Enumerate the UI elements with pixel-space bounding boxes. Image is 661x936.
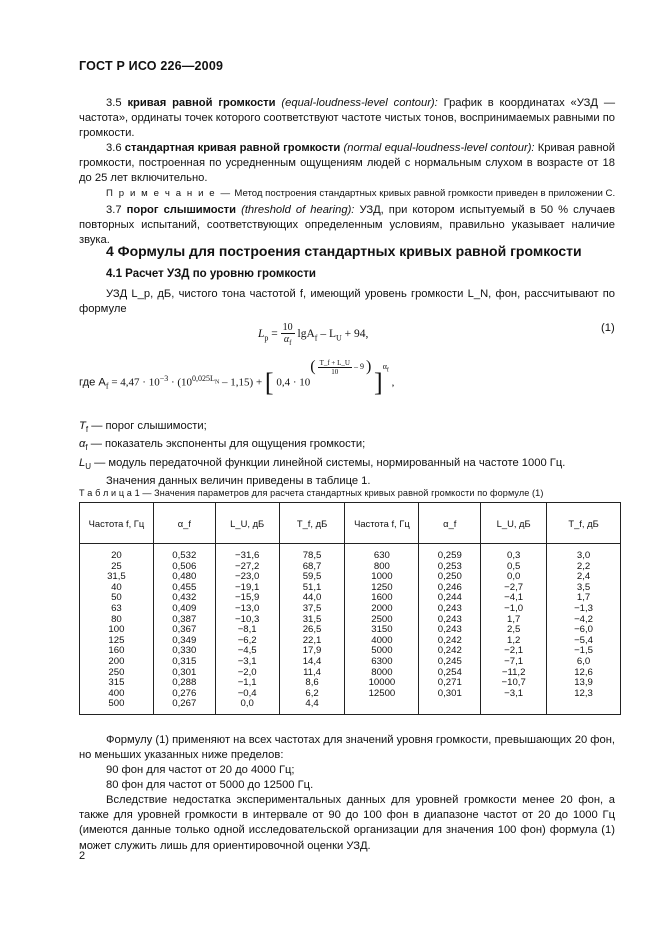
table-cell: 10000 xyxy=(368,677,396,689)
caption-text: 1 — Значения параметров для расчета стандартных кривых равной громкости по формуле (1) xyxy=(134,488,544,498)
def-text: — модуль передаточной функции линейной системы, нормированный на частоте 1000 Гц. xyxy=(94,456,566,469)
applicability-paragraph: Формулу (1) применяют на всех частотах для значений уровня громкости, превышающих 20 фон, но меньших указанных ниже пределов: xyxy=(79,734,615,762)
clause-term-en: (normal equal-loudness-level contour): xyxy=(343,142,535,154)
where-label: где A xyxy=(79,376,106,389)
table-cell: 0,315 xyxy=(172,655,197,667)
table-cell: 37,5 xyxy=(302,602,322,614)
table-cell: 0,267 xyxy=(172,698,197,710)
table-cell: −3,1 xyxy=(504,687,524,699)
table-cell: 0,0 xyxy=(506,571,521,583)
table-cell: 6300 xyxy=(371,655,393,667)
clause-term-en: (threshold of hearing): xyxy=(241,204,355,216)
table-cell: 0,245 xyxy=(437,655,462,667)
table-cell: 51,1 xyxy=(302,581,322,593)
table-cell: 0,3 xyxy=(506,550,521,561)
table-cell: −27,2 xyxy=(235,560,260,572)
col-freq-left xyxy=(80,544,154,715)
table-cell: 6,2 xyxy=(305,687,319,699)
table-cell: 0,301 xyxy=(172,666,197,678)
table-cell: 12,3 xyxy=(574,687,593,699)
table-cell: 14,4 xyxy=(302,655,322,667)
table-cell: −4,2 xyxy=(574,613,594,625)
table-cell: 1000 xyxy=(371,571,393,583)
table-cell: 2,2 xyxy=(576,560,591,572)
table-cell: 0,243 xyxy=(437,602,462,614)
table-cell: 3150 xyxy=(371,624,393,636)
table-body-row xyxy=(80,544,621,715)
fraction-denominator xyxy=(281,334,295,347)
table-cell: 0,432 xyxy=(172,592,197,604)
table-cell: 1250 xyxy=(371,581,393,593)
formula-plus94: + 94, xyxy=(344,328,369,341)
clause-term-en: (equal-loudness-level contour): xyxy=(281,97,438,109)
table-cell: 0,5 xyxy=(506,560,521,572)
values-note: Значения данных величин приведены в таблице 1. xyxy=(106,475,371,488)
table-cell: −4,5 xyxy=(237,645,257,657)
def-symbol: L xyxy=(79,456,86,469)
af-exp-0025-sub: N xyxy=(214,379,220,386)
bracket-right: ] xyxy=(374,368,383,397)
def-symbol: T xyxy=(79,420,86,432)
table-cell: 315 xyxy=(108,677,125,689)
inner-exp-den: 10 xyxy=(331,367,339,376)
formula-lg: lgA xyxy=(297,328,315,341)
table-cell: −1,1 xyxy=(237,677,257,689)
table-cell: 800 xyxy=(373,560,390,572)
clause-3-5 xyxy=(79,96,615,142)
table-cell: 2,5 xyxy=(506,624,521,636)
section-4-1-heading: 4.1 Расчет УЗД по уровню громкости xyxy=(106,268,316,280)
table-cell: 1,7 xyxy=(576,592,591,604)
table-cell: 1,2 xyxy=(506,634,521,646)
table-cell: 17,9 xyxy=(302,645,322,657)
bracket-left: [ xyxy=(264,368,274,397)
clause-number: 3.5 xyxy=(106,97,122,109)
table-cell: 400 xyxy=(108,687,125,699)
table-cell: −10,3 xyxy=(235,613,260,625)
table-cell: 0,480 xyxy=(172,571,197,583)
table-cell: 25 xyxy=(111,560,122,572)
table-cell: −2,1 xyxy=(504,645,524,657)
table-header-row xyxy=(80,503,621,544)
outer-exp xyxy=(382,361,389,374)
formula-lp-sub: p xyxy=(264,333,269,343)
table-cell: −7,1 xyxy=(504,655,524,667)
formula-eq: = xyxy=(271,328,278,341)
header-tf-left: T_f, дБ xyxy=(279,503,345,544)
table-cell: 20 xyxy=(111,550,122,561)
table-cell: 0,288 xyxy=(172,677,197,689)
table-cell: 50 xyxy=(111,592,122,604)
table-cell: 0,253 xyxy=(437,560,462,572)
table-cell: 8000 xyxy=(371,666,393,678)
clause-number: 3.7 xyxy=(106,204,122,216)
table-cell: 12,6 xyxy=(574,666,593,678)
header-lu-right: L_U, дБ xyxy=(481,503,547,544)
table-cell: −23,0 xyxy=(235,571,260,583)
table-cell: 0,367 xyxy=(172,624,197,636)
section-4-heading: 4 Формулы для построения стандартных кривых равной громкости xyxy=(106,243,582,259)
table-cell: 4000 xyxy=(371,634,393,646)
table-cell: 0,246 xyxy=(437,581,462,593)
header-tf-right: T_f, дБ xyxy=(547,503,621,544)
table-cell: −3,1 xyxy=(237,655,257,667)
def-text: — порог слышимости; xyxy=(91,420,207,432)
table-cell: −0,4 xyxy=(237,687,257,699)
col-alpha-left xyxy=(153,544,215,715)
table-cell: 0,506 xyxy=(172,560,197,572)
table-cell: −15,9 xyxy=(235,592,260,604)
table-cell: −8,1 xyxy=(237,624,257,636)
def-text: — показатель экспоненты для ощущения громкости; xyxy=(90,438,366,451)
table-cell: 0,409 xyxy=(172,602,197,614)
table-cell: 40 xyxy=(111,581,122,593)
inner-exponent xyxy=(310,358,371,376)
formula-fraction xyxy=(281,322,295,347)
table-cell: 0,387 xyxy=(172,613,197,625)
definition-lu xyxy=(79,456,619,474)
table-cell: 0,276 xyxy=(172,687,197,699)
formula-af xyxy=(79,358,395,398)
table-cell: 0,244 xyxy=(437,592,462,604)
table-cell: −19,1 xyxy=(235,581,260,593)
definitions-list xyxy=(79,419,619,490)
table-cell: −1,3 xyxy=(574,602,594,614)
table-cell: 0,242 xyxy=(437,634,462,646)
header-freq-left: Частота f, Гц xyxy=(80,503,154,544)
af-exp-0025-text: 0,025L xyxy=(192,373,215,383)
header-alpha-right: α_f xyxy=(419,503,481,544)
table-cell: 3,5 xyxy=(576,581,591,593)
col-lu-right xyxy=(481,544,547,715)
col-freq-right xyxy=(345,544,419,715)
table-cell: 68,7 xyxy=(302,560,322,572)
clause-term: стандартная кривая равной громкости xyxy=(124,142,341,154)
col-tf-right xyxy=(547,544,621,715)
table-cell: 630 xyxy=(373,550,390,561)
table-cell: 200 xyxy=(108,655,125,667)
caption-label: Т а б л и ц а xyxy=(79,488,132,498)
table-cell: 59,5 xyxy=(302,571,322,583)
clause-term: порог слышимости xyxy=(126,204,237,216)
note xyxy=(106,187,621,200)
table-cell: −2,7 xyxy=(504,581,524,593)
table-cell: 125 xyxy=(108,634,125,646)
outer-exp-alpha: α xyxy=(382,361,387,371)
clause-text: УЗД, при котором испытуемый в 50 % случаев повторных испытаний, соответствующих определенным условиям, правильно указывает наличие звука. xyxy=(79,204,616,247)
table-cell: 2000 xyxy=(371,602,393,614)
formula-lg-sub: f xyxy=(314,333,318,343)
parameters-table xyxy=(79,502,621,715)
limit-line-2: 80 фон для частот от 5000 до 12500 Гц. xyxy=(106,779,314,791)
table-cell: −1,0 xyxy=(504,602,524,614)
table-cell: 0,243 xyxy=(437,624,462,636)
table-caption xyxy=(79,488,543,498)
inner-coef: 0,4 · 10 xyxy=(276,376,311,389)
where-sub: f xyxy=(105,381,109,391)
clause-term: кривая равной громкости xyxy=(127,97,276,109)
table-cell: 26,5 xyxy=(302,624,322,636)
table-cell: −6,0 xyxy=(574,624,594,636)
table-cell: 0,259 xyxy=(437,550,462,561)
outer-exp-sub: f xyxy=(386,367,389,374)
table-cell: 1,7 xyxy=(506,613,521,625)
formula-lu-sub: U xyxy=(335,333,342,343)
table-cell: 0,254 xyxy=(437,666,462,678)
document-header: ГОСТ Р ИСО 226—2009 xyxy=(79,59,224,73)
table-cell: 4,4 xyxy=(305,698,319,710)
table-cell: 3,0 xyxy=(576,550,591,561)
limitations-paragraph: Вследствие недостатка экспериментальных данных для уровней громкости менее 20 фон, а также для уровней громкости в интервале от 90 до 100 фон в диапазоне частот от 20 до 1000 Гц (имеются данные только одной исследовательской организации для значения 100 фон) формула (1) может служить лишь для ориентировочной оценки УЗД. xyxy=(79,794,615,852)
formula-number: (1) xyxy=(601,322,615,334)
table-cell: −5,4 xyxy=(574,634,594,646)
table-cell: 0,349 xyxy=(172,634,197,646)
table-cell: 0,243 xyxy=(437,613,462,625)
table-cell: −6,2 xyxy=(237,634,257,646)
table-cell: 2,4 xyxy=(576,571,591,583)
af-exp-0025 xyxy=(192,373,220,386)
header-freq-right: Частота f, Гц xyxy=(345,503,419,544)
table-cell: 31,5 xyxy=(302,613,322,625)
inner-exp-minus9: – 9 xyxy=(353,361,364,371)
table-cell: 6,0 xyxy=(576,655,591,667)
section-4-1-intro: УЗД L_p, дБ, чистого тона частотой f, имеющий уровень громкости L_N, фон, рассчитывают по формуле xyxy=(79,288,615,316)
col-tf-left xyxy=(279,544,345,715)
paren-right: ) xyxy=(365,358,372,376)
table-cell: 12500 xyxy=(368,687,396,699)
table-cell: 0,532 xyxy=(172,550,197,561)
table-cell: 22,1 xyxy=(302,634,322,646)
inner-exp-num: T_f + L_U xyxy=(319,358,350,367)
note-label: П р и м е ч а н и е — xyxy=(106,188,232,199)
table-cell: 5000 xyxy=(371,645,393,657)
alpha-symbol: α xyxy=(283,334,290,345)
note-text: Метод построения стандартных кривых равной громкости приведен в приложении С. xyxy=(234,188,616,199)
af-expr: = 4,47 · 10 xyxy=(111,376,160,389)
def-sub: f xyxy=(85,425,89,435)
table-cell: 0,455 xyxy=(172,581,197,593)
table-cell: 2500 xyxy=(371,613,393,625)
table-cell: −4,1 xyxy=(504,592,524,604)
table-cell: 31,5 xyxy=(107,571,126,583)
table-cell: 8,6 xyxy=(305,677,319,689)
table-cell: 80 xyxy=(111,613,122,625)
def-symbol: α xyxy=(79,438,86,451)
clause-number: 3.6 xyxy=(106,142,122,154)
definition-alpha xyxy=(79,437,619,455)
clause-3-6 xyxy=(79,141,615,187)
table-cell: −10,7 xyxy=(501,677,526,689)
af-mid: · (10 xyxy=(170,376,193,389)
table-cell: 0,271 xyxy=(437,677,462,689)
formula-end-comma: , xyxy=(391,376,395,389)
formula-lp: L xyxy=(258,328,265,341)
table-cell: 500 xyxy=(108,698,125,710)
inner-exp-fraction xyxy=(318,359,352,376)
formula-1 xyxy=(258,322,368,347)
clause-3-7 xyxy=(79,203,615,249)
header-lu-left: L_U, дБ xyxy=(215,503,279,544)
table-cell: 0,330 xyxy=(172,645,197,657)
formula-minus-lu: – L xyxy=(320,328,336,341)
paren-left: ( xyxy=(310,358,316,376)
af-tail: – 1,15) + xyxy=(222,376,263,389)
table-cell: −13,0 xyxy=(235,602,260,614)
clause-text: График в координатах «УЗД — частота», ординаты точек которого соответствуют частоте чистых тонов, воспринимаемых равными по громкости. xyxy=(79,97,616,140)
col-alpha-right xyxy=(419,544,481,715)
table-cell: 11,4 xyxy=(303,666,322,678)
table-cell: 0,0 xyxy=(240,698,254,710)
fraction-numerator: 10 xyxy=(282,322,293,333)
table-cell: 1600 xyxy=(371,592,393,604)
table-cell: −11,2 xyxy=(501,666,526,678)
definition-tf xyxy=(79,419,619,437)
table-cell: 0,301 xyxy=(437,687,462,699)
alpha-sub: f xyxy=(289,339,292,347)
page-number: 2 xyxy=(79,850,86,862)
af-exp-m3: −3 xyxy=(159,373,169,383)
table-cell: 0,250 xyxy=(437,571,462,583)
clause-text: Кривая равной громкости, построенная по усредненным ощущениям людей с нормальным слухом в возрасте от 18 до 25 лет включительно. xyxy=(79,142,616,185)
table-cell: 63 xyxy=(111,602,122,614)
table-cell: 13,9 xyxy=(574,677,593,689)
table-cell: 250 xyxy=(108,666,125,678)
table-cell: −2,0 xyxy=(237,666,257,678)
table-cell: 78,5 xyxy=(302,550,322,561)
table-cell: −1,5 xyxy=(574,645,594,657)
def-sub: U xyxy=(85,462,92,472)
table-cell: −31,6 xyxy=(235,550,260,561)
table-cell: 44,0 xyxy=(302,592,322,604)
table-cell: 160 xyxy=(108,645,125,657)
table-cell: 100 xyxy=(108,624,125,636)
table-cell: 0,242 xyxy=(437,645,462,657)
header-alpha-left: α_f xyxy=(153,503,215,544)
def-sub: f xyxy=(85,443,88,453)
limit-line-1: 90 фон для частот от 20 до 4000 Гц; xyxy=(106,764,295,776)
col-lu-left xyxy=(215,544,279,715)
